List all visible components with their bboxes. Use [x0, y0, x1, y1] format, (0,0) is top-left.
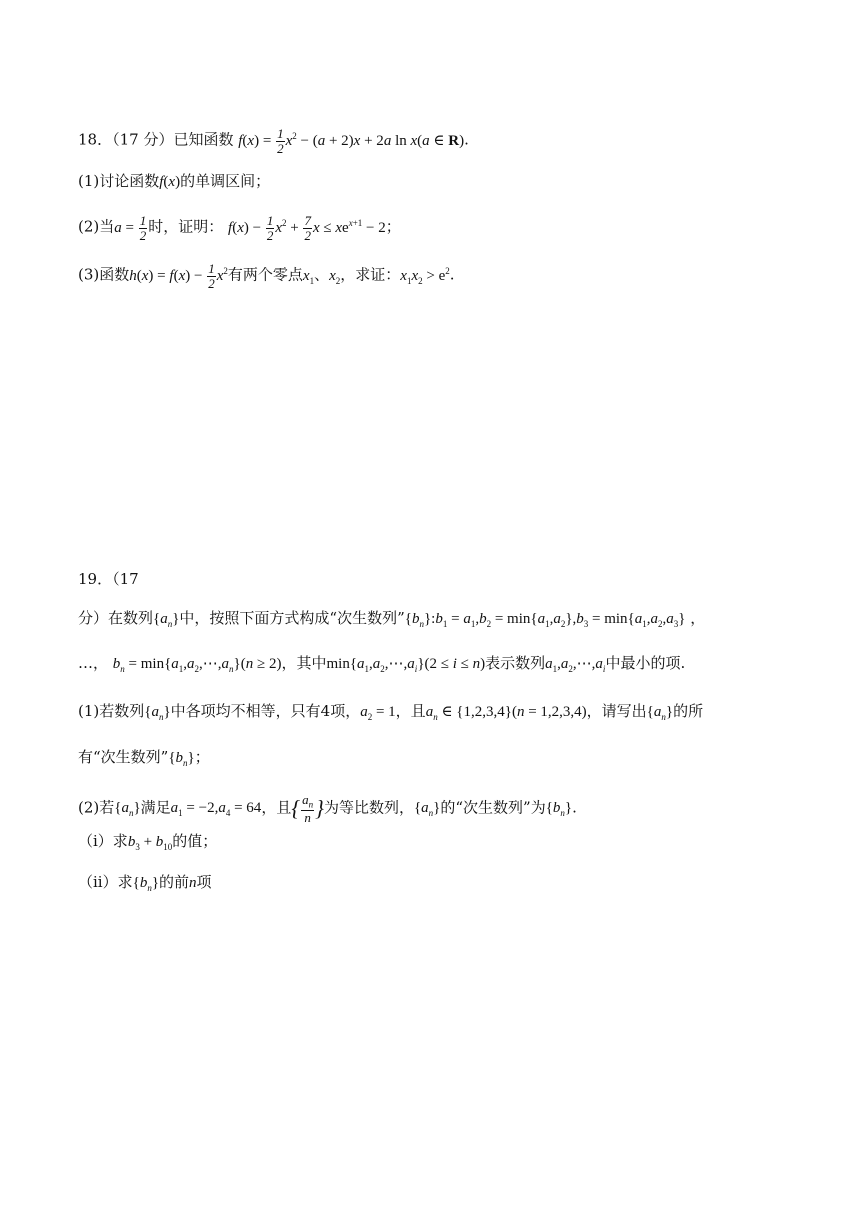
- q19-line3-b: ，其中: [281, 654, 327, 672]
- q19-sub-ii-b: 的前: [159, 873, 190, 891]
- q19-part2: [78, 793, 577, 825]
- q18-part3-period: .: [449, 265, 455, 284]
- q19-line3: [78, 656, 685, 674]
- q18-period: .: [464, 130, 469, 149]
- q18-part3-x2: $x_2$: [329, 267, 341, 286]
- q19-part1-set: $a_n$ ∈ {1,2,3,4}(n = 1,2,3,4): [425, 704, 587, 722]
- q19-seq: $a_1,a_2,\cdots,a_i$: [545, 656, 606, 674]
- q18-part1-label: (1)讨论函数: [78, 172, 160, 190]
- q18-number: 18．（17 分）: [78, 130, 174, 149]
- q18-part2-inequality: f(x) − $\frac{1}{2}$ $x^2$ + $\frac{7}{2}$ $x \le xe^{x+1} - 2$: [228, 213, 386, 243]
- q19-part1: [78, 704, 703, 722]
- q19-part1-b: 中各项均不相等，只有4项，: [170, 702, 361, 720]
- q19-sub-ii-bn: $\{b_n\}$: [132, 875, 160, 893]
- q18-statement: [78, 127, 469, 155]
- q19-part1-an: $\{a_n\}$: [144, 704, 171, 722]
- q18-part3: [78, 262, 455, 290]
- q18-part1-fx: f(x): [159, 174, 181, 190]
- q19-sub-i: [78, 834, 217, 852]
- q18-part3-claim: $x_1x_2 > e^2$: [400, 265, 450, 286]
- q19-line3-d: 中最小的项.: [605, 654, 686, 672]
- q18-part2-label: (2)当: [78, 217, 115, 236]
- q19-min-def: $\min\{a_1,a_2,\cdots,a_i\}(2 \le i \le n)$: [326, 656, 486, 674]
- q19-part2-a: (2)若: [78, 798, 115, 817]
- q18-part1-tail: 的单调区间；: [180, 172, 271, 190]
- q18-part2-mid: 时，证明：: [148, 217, 224, 236]
- q19-part1-c: ，且: [395, 702, 426, 720]
- q19-an: $\{a_n\}$: [153, 611, 180, 629]
- q19-part2-an2: $\{a_n\}$: [413, 800, 441, 819]
- q19-part2-ratio: { $\frac{a_n}{n}$ }: [291, 792, 324, 826]
- q19-part2-b: 满足: [140, 798, 171, 817]
- q19-part2-e: 的“次生数列”为: [440, 798, 546, 817]
- q19-sub-i-expr: $b_3 + b_{10}$: [127, 834, 173, 852]
- q19-part1-a2: $a_2 = 1$: [360, 704, 396, 722]
- q19-part2-bn: $\{b_n\}$: [545, 800, 573, 819]
- q18-stem: 已知函数: [173, 130, 234, 149]
- q18-part3-prove: ，求证：: [340, 265, 401, 284]
- q19-sub-ii-n: n: [189, 875, 197, 891]
- q19-part2-cond: $a_1 = -2,a_4 = 64$: [170, 800, 262, 819]
- q18-part3-sep: 、: [314, 265, 330, 284]
- q19-sub-ii-c: 项: [196, 873, 212, 891]
- q18-part3-mid: 有两个零点: [227, 265, 303, 284]
- q19-part1-a: (1)若数列: [78, 702, 145, 720]
- q18-part3-hx: h(x) = f(x) − $\frac{1}{2}$ $x^2$: [129, 261, 228, 291]
- q19-line3-a: …，: [78, 654, 109, 672]
- q18-part2-a: a = $\frac{1}{2}$: [114, 213, 147, 243]
- q19-part1-d: ，请写出: [586, 702, 647, 720]
- q19-part1-semicolon: ；: [194, 748, 210, 766]
- q19-sub-i-a: （i）求: [78, 832, 128, 850]
- q18-part2: [78, 214, 401, 242]
- q19-line2-b: 中，按照下面方式构成“次生数列”: [179, 609, 405, 627]
- q18-part2-semicolon: ；: [385, 217, 401, 236]
- q19-part2-period: .: [572, 798, 577, 817]
- q19-line3-c: 表示数列: [485, 654, 546, 672]
- q19-bn-general: $b_n$ = $\min\{a_1,a_2,\cdots,a_n\}(n \ge 2)$: [112, 656, 282, 674]
- q19-part2-d: 为等比数列，: [323, 798, 414, 817]
- q19-sub-ii-a: （ii）求: [78, 873, 133, 891]
- q19-part1-f: 有“次生数列”: [78, 748, 169, 766]
- q19-line2: 分）在数列$\{a_n\}$中，按照下面方式构成“次生数列$”\{b_n\}:b_1 = a_1,b_2 = \min\{a_1,a_2\},b_3 = \min\{a_1,a_2,a_3\}$ ，: [78, 609, 706, 629]
- q19-part2-c: ，且: [261, 798, 292, 817]
- q18-part3-label: (3)函数: [78, 265, 130, 284]
- q18-part3-x1: $x_1$: [302, 267, 315, 286]
- q19-number: 19．（17: [78, 570, 139, 588]
- q19-sub-i-b: 的值；: [172, 832, 218, 850]
- q19-part2-an: $\{a_n\}$: [114, 800, 141, 819]
- q18-part1: [78, 174, 270, 190]
- q18-function-def: f(x) = $\frac{1}{2}$ $x^2 - (a + 2)x + 2a$ ln x(a ∈ R): [238, 126, 465, 156]
- q19-line2-a: 分）在数列: [78, 609, 154, 627]
- q19-part1-bn: $\{b_n\}$: [168, 750, 195, 768]
- q19-part1-an2: $\{a_n\}$: [646, 704, 674, 722]
- q19-bn-def: $\{b_n\}:b_1 = a_1,b_2 = \min\{a_1,a_2\},b_3 = \min\{a_1,a_2,a_3\}$: [404, 611, 686, 629]
- q19-sub-ii: [78, 875, 212, 893]
- q19-part1-e: 的所: [673, 702, 704, 720]
- q19-part1-cont: [78, 750, 210, 768]
